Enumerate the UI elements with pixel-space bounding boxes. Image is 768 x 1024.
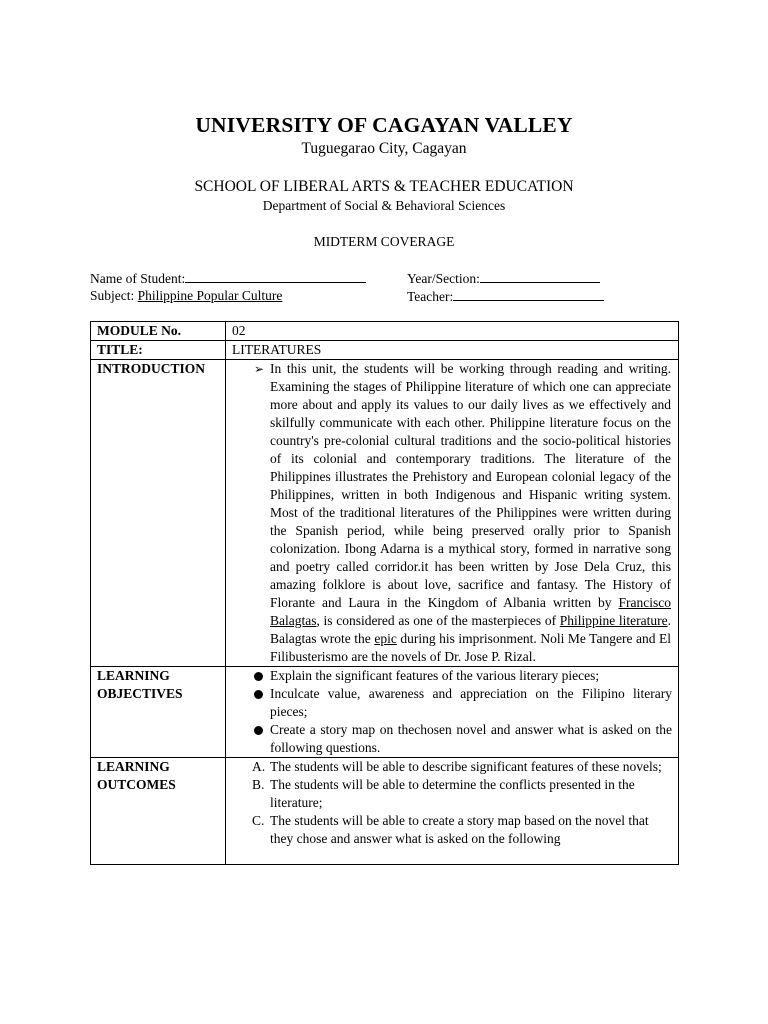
objectives-row <box>91 667 679 758</box>
list-item <box>232 721 672 757</box>
teacher-blank <box>453 288 604 301</box>
teacher-field <box>407 288 604 305</box>
university-city: Tuguegarao City, Cagayan <box>301 140 467 157</box>
outcomes-label-line-2: OUTCOMES <box>97 777 176 792</box>
objectives-label-line-1: LEARNING <box>97 668 170 683</box>
objectives-label-line-2: OBJECTIVES <box>97 686 183 701</box>
introduction-paragraph <box>232 360 672 666</box>
list-item <box>232 685 672 721</box>
list-item <box>232 776 672 812</box>
year-section-blank <box>480 270 600 283</box>
outcomes-label-line-1: LEARNING <box>97 759 170 774</box>
introduction-cell <box>226 360 679 667</box>
title-value: LITERATURES <box>226 341 679 360</box>
bullet-dot-icon <box>254 726 263 735</box>
year-section-label: Year/Section: <box>407 271 480 286</box>
subject-label: Subject: <box>90 288 138 303</box>
outcomes-row <box>91 758 679 865</box>
outcome-text: The students will be able to create a story map based on the novel that they chose and answer what is asked on the following <box>270 813 649 846</box>
title-row <box>91 341 679 360</box>
bullet-dot-icon <box>254 672 263 681</box>
student-name-label: Name of Student: <box>90 271 186 286</box>
list-item <box>232 812 672 848</box>
module-table <box>90 321 679 865</box>
introduction-label: INTRODUCTION <box>91 360 226 667</box>
department-name: Department of Social & Behavioral Sciences <box>262 198 506 213</box>
epic-link[interactable]: epic <box>374 631 397 646</box>
philippine-literature-link[interactable]: Philippine literature <box>559 613 668 628</box>
intro-text-4: during his imprisonment. Noli Me Tangere and El Filibusterismo are the novels of Dr. Jose P. Rizal. <box>270 631 671 664</box>
subject-field <box>90 288 282 304</box>
university-name: UNIVERSITY OF CAGAYAN VALLEY <box>195 113 573 137</box>
objectives-list <box>232 667 672 757</box>
coverage-title: MIDTERM COVERAGE <box>313 234 455 249</box>
outcome-letter: B. <box>252 777 265 792</box>
intro-text-3: . Balagtas wrote the <box>270 613 671 646</box>
objectives-label <box>91 667 226 758</box>
list-item <box>232 667 672 685</box>
arrow-bullet-icon: ➢ <box>254 362 265 376</box>
objectives-cell <box>226 667 679 758</box>
objective-text: Create a story map on thechosen novel and answer what is asked on the following questions. <box>270 722 672 755</box>
intro-text-2: , is considered as one of the masterpieces of <box>316 613 560 628</box>
title-label: TITLE: <box>91 341 226 360</box>
module-row <box>91 322 679 341</box>
outcome-text: The students will be able to determine the conflicts presented in the literature; <box>270 777 635 810</box>
module-label: MODULE No. <box>91 322 226 341</box>
student-name-blank <box>185 270 366 283</box>
outcomes-list <box>232 758 672 848</box>
objective-text: Explain the significant features of the various literary pieces; <box>270 668 600 683</box>
bullet-dot-icon <box>254 690 263 699</box>
outcome-text: The students will be able to describe significant features of these novels; <box>270 759 662 774</box>
outcomes-label <box>91 758 226 865</box>
student-name-field <box>90 270 366 287</box>
intro-text-1: In this unit, the students will be working through reading and writing. Examining the stages of Philippine literature of which one can appreciate more about and apply its values to our daily lives as we effectively and skilfully communicate with each other. Philippine literature focus on the country's pre-colonial cultural traditions and the socio-political histories of its colonial and contemporary traditions. The literature of the Philippines illustrates the Prehistory and European colonial legacy of the Philippines, written in both Indigenous and Hispanic writing system. Most of the traditional literatures of the Philippines were written during the Spanish period, while being preserved orally prior to Spanish colonization. Ibong Adarna is a mythical story, formed in narrative song and poetry called corridor.it has been written by Jose Dela Cruz, this amazing folklore is about love, sacrifice and fantasy. The History of Florante and Laura in the Kingdom of Albania written by <box>270 361 671 610</box>
year-section-field <box>407 270 600 287</box>
subject-value: Philippine Popular Culture <box>137 288 283 303</box>
list-item <box>232 758 672 776</box>
school-name: SCHOOL OF LIBERAL ARTS & TEACHER EDUCATION <box>194 178 574 195</box>
introduction-row <box>91 360 679 667</box>
outcome-letter: A. <box>252 759 266 774</box>
outcome-letter: C. <box>252 813 265 828</box>
objective-text: Inculcate value, awareness and appreciation on the Filipino literary pieces; <box>270 686 672 719</box>
francisco-balagtas-link[interactable]: Francisco Balagtas <box>270 595 671 628</box>
outcomes-cell <box>226 758 679 865</box>
module-value: 02 <box>226 322 679 341</box>
teacher-label: Teacher: <box>407 289 454 304</box>
